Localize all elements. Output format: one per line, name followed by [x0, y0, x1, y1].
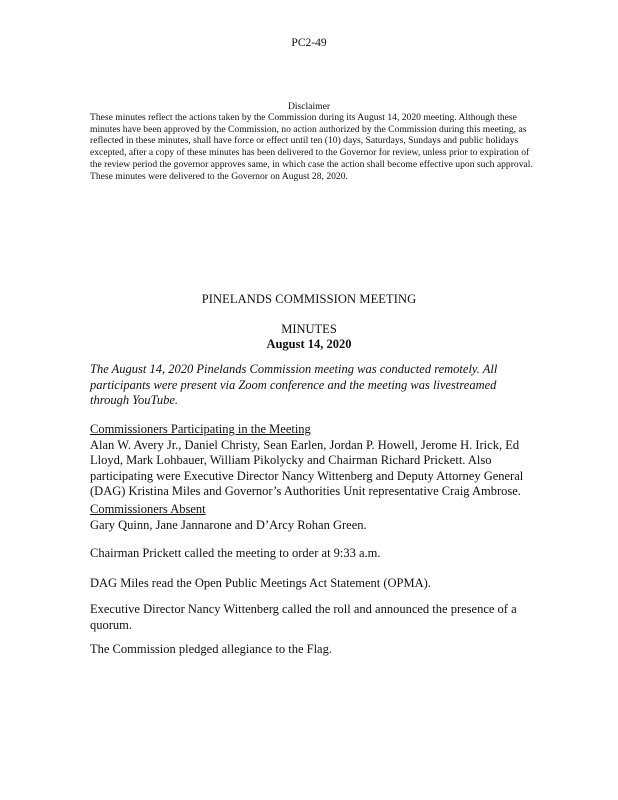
intro-paragraph: The August 14, 2020 Pinelands Commission meeting was conducted remotely. All participants were present via Zoom conference and the meeting was livestreamed through YouTube.: [90, 362, 498, 408]
meeting-title: PINELANDS COMMISSION MEETING: [201, 292, 417, 306]
minutes-label: MINUTES: [281, 322, 337, 336]
disclaimer-title: Disclaimer: [287, 101, 331, 112]
participating-section: [90, 422, 530, 500]
opma-paragraph: DAG Miles read the Open Public Meetings Act Statement (OPMA).: [90, 576, 431, 590]
disclaimer-body: These minutes reflect the actions taken by the Commission during its August 14, 2020 meeting. Although these minutes have been approved by the Commission, no action authorized by the Commission during this meeting, as reflected in these minutes, shall have force or effect until ten (10) days, Saturdays, Sundays and public holidays excepted, after a copy of these minutes has been delivered to the Governor for review, unless prior to expiration of the review period the governor approves same, in which case the action shall become effective upon such approval. These minutes were delivered to the Governor on August 28, 2020.: [90, 112, 533, 182]
pledge-paragraph: The Commission pledged allegiance to the Flag.: [90, 642, 332, 656]
absent-section: [90, 502, 530, 533]
participating-heading: Commissioners Participating in the Meeting: [90, 422, 311, 436]
roll-call-paragraph: Executive Director Nancy Wittenberg called the roll and announced the presence of a quorum.: [90, 602, 517, 632]
participating-text: Alan W. Avery Jr., Daniel Christy, Sean Earlen, Jordan P. Howell, Jerome H. Irick, Ed Lloyd, Mark Lohbauer, William Pikolycky and Chairman Richard Prickett. Also participating were Executive Director Nancy Wittenberg and Deputy Attorney General (DAG) Kristina Miles and Governor’s Authorities Unit representative Craig Ambrose.: [90, 437, 524, 499]
page-number: PC2-49: [291, 37, 327, 49]
call-to-order-paragraph: Chairman Prickett called the meeting to order at 9:33 a.m.: [90, 546, 381, 560]
meeting-date: August 14, 2020: [266, 337, 352, 351]
absent-heading: Commissioners Absent: [90, 502, 206, 516]
absent-text: Gary Quinn, Jane Jannarone and D’Arcy Rohan Green.: [90, 517, 367, 532]
